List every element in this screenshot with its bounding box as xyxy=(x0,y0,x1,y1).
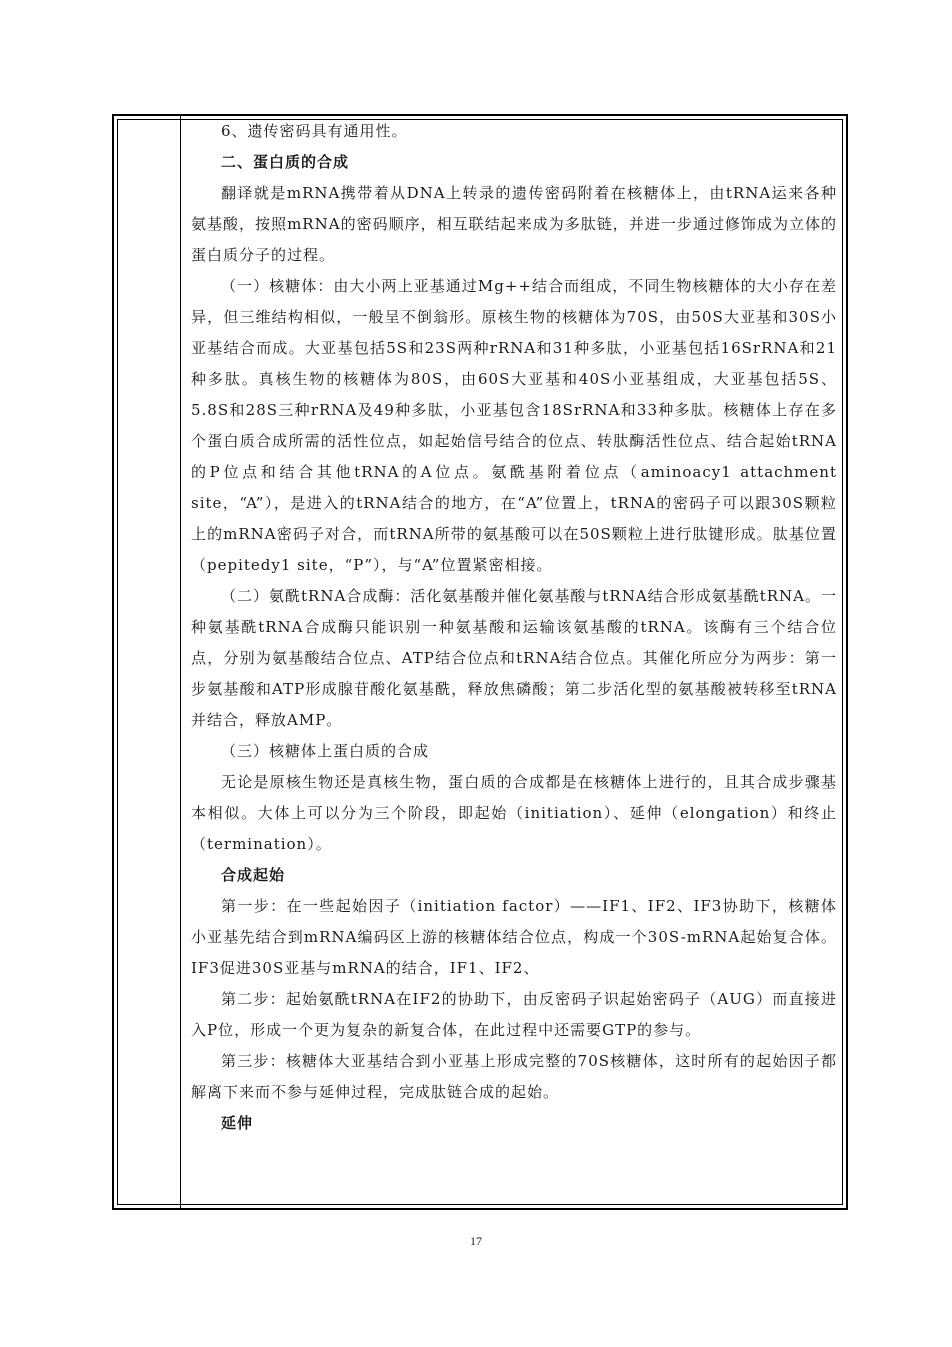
column-divider xyxy=(180,116,181,1208)
section-heading-elongation: 延伸 xyxy=(221,1114,254,1132)
paragraph-translation: 翻译就是mRNA携带着从DNA上转录的遗传密码附着在核糖体上，由tRNA运来各种氨基酸，按照mRNA的密码顺序，相互联结起来成为多肽链，并进一步通过修饰成为立体的蛋白质分子的过程。 xyxy=(191,184,837,264)
section-heading-initiation: 合成起始 xyxy=(221,866,286,884)
section-heading-protein-synthesis: 二、蛋白质的合成 xyxy=(221,153,350,171)
page-number: 17 xyxy=(470,1234,482,1248)
paragraph-step-three: 第三步：核糖体大亚基结合到小亚基上形成完整的70S核糖体，这时所有的起始因子都解离下来而不参与延伸过程，完成肽链合成的起始。 xyxy=(191,1052,837,1101)
paragraph-ribosome: （一）核糖体：由大小两上亚基通过Mg++结合而组成，不同生物核糖体的大小存在差异，但三维结构相似，一般呈不倒翁形。原核生物的核糖体为70S，由50S大亚基和30S小亚基结合而成。大亚基包括5S和23S两种rRNA和31种多肽，小亚基包括16SrRNA和21种多肽。真核生物的核糖体为80S，由60S大亚基和40S小亚基组成，大亚基包括5S、5.8S和28S三种rRNA及49种多肽，小亚基包含18SrRNA和33种多肽。核糖体上存在多个蛋白质合成所需的活性位点，如起始信号结合的位点、转肽酶活性位点、结合起始tRNA的P位点和结合其他tRNA的A位点。氨酰基附着位点（aminoacy1 attachment site，“A”），是进入的tRNA结合的地方，在“A”位置上，tRNA的密码子可以跟30S颗粒上的mRNA密码子对合，而tRNA所带的氨基酸可以在50S颗粒上进行肽键形成。肽基位置（pepitedy1 site，“P”），与“A”位置紧密相接。 xyxy=(191,277,837,574)
paragraph-subheading-synthesis-on-ribosome: （三）核糖体上蛋白质的合成 xyxy=(221,742,430,760)
paragraph-step-two: 第二步：起始氨酰tRNA在IF2的协助下，由反密码子识起始密码子（AUG）而直接进入P位，形成一个更为复杂的新复合体，在此过程中还需要GTP的参与。 xyxy=(191,990,837,1039)
paragraph-aminoacyl-trna-synthetase: （二）氨酰tRNA合成酶：活化氨基酸并催化氨基酸与tRNA结合形成氨基酰tRNA。一种氨基酰tRNA合成酶只能识别一种氨基酸和运输该氨基酸的tRNA。该酶有三个结合位点，分别为氨基酸结合位点、ATP结合位点和tRNA结合位点。其催化所应分为两步：第一步氨基酸和ATP形成腺苷酸化氨基酰，释放焦磷酸；第二步活化型的氨基酸被转移至tRNA并结合，释放AMP。 xyxy=(191,587,837,729)
paragraph-step-one: 第一步：在一些起始因子（initiation factor）——IF1、IF2、IF3协助下，核糖体小亚基先结合到mRNA编码区上游的核糖体结合位点，构成一个30S-mRNA起始复合体。IF3促进30S亚基与mRNA的结合，IF1、IF2、 xyxy=(191,897,837,977)
paragraph-synthesis-stages: 无论是原核生物还是真核生物，蛋白质的合成都是在核糖体上进行的，且其合成步骤基本相似。大体上可以分为三个阶段，即起始（initiation）、延伸（elongation）和终止（termination）。 xyxy=(191,773,837,853)
document-body xyxy=(191,116,837,1139)
paragraph-genetic-code: 6、遗传密码具有通用性。 xyxy=(221,122,408,140)
